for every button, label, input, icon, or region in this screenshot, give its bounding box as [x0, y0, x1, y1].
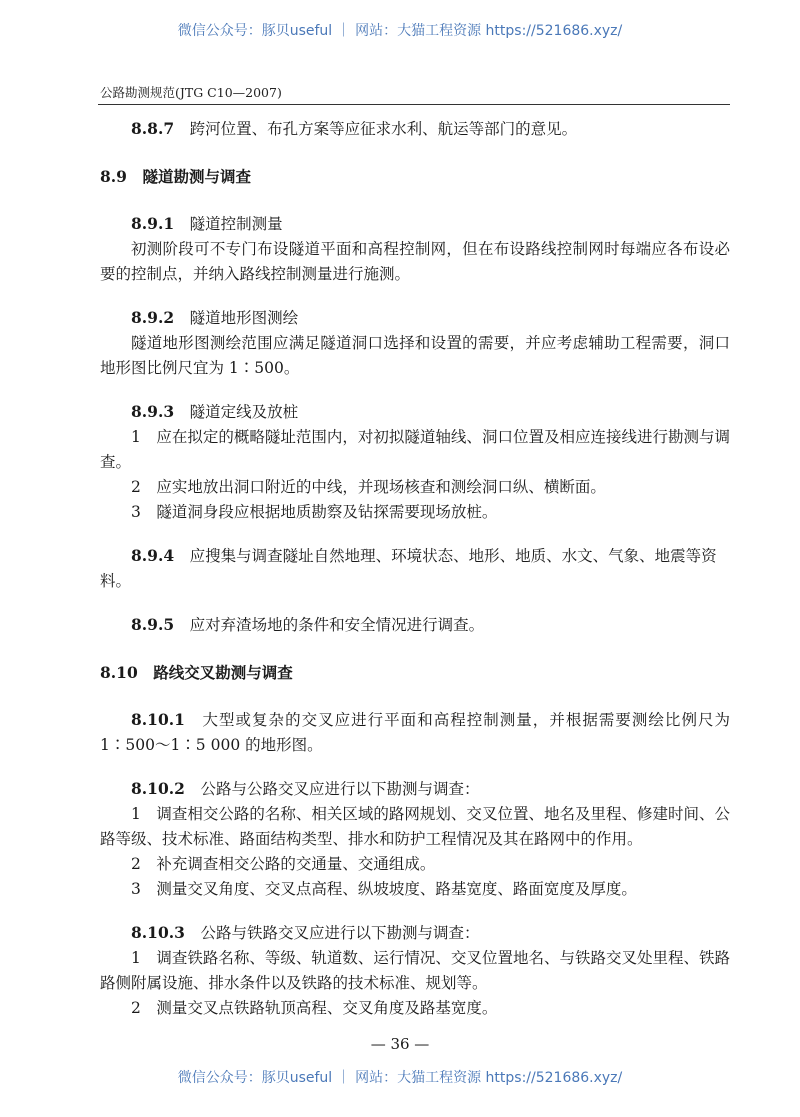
section-8-10-title	[100, 660, 730, 685]
page-number: — 36 —	[370, 1035, 430, 1053]
running-header: 公路勘测规范(JTG C10—2007)	[100, 85, 282, 100]
clause-8-10-2	[100, 776, 730, 802]
clause-8-9-3-title	[100, 399, 730, 425]
clause-text: 应搜集与调查隧址自然地理、环境状态、地形、地质、水文、气象、地震等资料。	[100, 547, 717, 590]
header-rule	[98, 104, 730, 105]
clause-number: 8.8.7	[131, 119, 175, 138]
clause-title-text: 隧道定线及放桩	[189, 403, 299, 421]
section-number: 8.9	[100, 167, 127, 186]
clause-text: 公路与铁路交叉应进行以下勘测与调查：	[200, 924, 480, 942]
list-item: 1 调查相交公路的名称、相关区域的路网规划、交叉位置、地名及里程、修建时间、公路等级、技术标准、路面结构类型、排水和防护工程情况及其在路网中的作用。	[100, 805, 730, 848]
clause-text: 应对弃渣场地的条件和安全情况进行调查。	[189, 616, 485, 634]
list-item: 2 测量交叉点铁路轨顶高程、交叉角度及路基宽度。	[131, 999, 498, 1017]
clause-number: 8.10.2	[131, 779, 185, 798]
clause-8-9-2-body: 隧道地形图测绘范围应满足隧道洞口选择和设置的需要，并应考虑辅助工程需要，洞口地形图比例尺宜为 1∶500。	[100, 334, 730, 377]
list-item: 1 应在拟定的概略隧址范围内，对初拟隧道轴线、洞口位置及相应连接线进行勘测与调查。	[100, 428, 730, 471]
clause-8-9-1-title	[100, 211, 730, 237]
clause-title-text: 隧道控制测量	[189, 215, 283, 233]
list-item: 3 隧道洞身段应根据地质勘察及钻探需要现场放桩。	[131, 503, 498, 521]
watermark-bottom: 微信公众号：豚贝useful ｜ 网站：大猫工程资源 https://521686.xyz/	[177, 1070, 623, 1086]
clause-number: 8.10.1	[131, 710, 185, 729]
clause-text: 跨河位置、布孔方案等应征求水利、航运等部门的意见。	[189, 120, 578, 138]
clause-title-text: 隧道地形图测绘	[189, 309, 299, 327]
list-item: 2 补充调查相交公路的交通量、交通组成。	[131, 855, 436, 873]
list-item: 2 应实地放出洞口附近的中线，并现场核查和测绘洞口纵、横断面。	[131, 478, 606, 496]
section-8-9-title	[100, 164, 730, 189]
clause-8-9-5	[100, 612, 730, 638]
clause-number: 8.9.3	[131, 402, 175, 421]
clause-8-9-4	[100, 543, 730, 594]
section-number: 8.10	[100, 663, 138, 682]
section-title-text: 隧道勘测与调查	[142, 167, 251, 186]
clause-number: 8.9.4	[131, 546, 175, 565]
clause-text: 大型或复杂的交叉应进行平面和高程控制测量，并根据需要测绘比例尺为 1∶500～1∶5 000 的地形图。	[100, 711, 730, 754]
clause-number: 8.9.2	[131, 308, 175, 327]
page-content	[100, 112, 730, 1021]
section-title-text: 路线交叉勘测与调查	[153, 663, 293, 682]
clause-8-10-3	[100, 920, 730, 946]
clause-number: 8.9.1	[131, 214, 175, 233]
list-item: 1 调查铁路名称、等级、轨道数、运行情况、交叉位置地名、与铁路交叉处里程、铁路路侧附属设施、排水条件以及铁路的技术标准、规划等。	[100, 949, 730, 992]
clause-8-9-2-title	[100, 305, 730, 331]
clause-number: 8.9.5	[131, 615, 175, 634]
clause-8-9-1-body: 初测阶段可不专门布设隧道平面和高程控制网，但在布设路线控制网时每端应各布设必要的控制点，并纳入路线控制测量进行施测。	[100, 240, 730, 283]
list-item: 3 测量交叉角度、交叉点高程、纵坡坡度、路基宽度、路面宽度及厚度。	[131, 880, 637, 898]
clause-number: 8.10.3	[131, 923, 185, 942]
clause-text: 公路与公路交叉应进行以下勘测与调查：	[200, 780, 480, 798]
clause-8-10-1	[100, 707, 730, 758]
clause-8-8-7	[100, 116, 730, 142]
watermark-top: 微信公众号：豚贝useful ｜ 网站：大猫工程资源 https://521686.xyz/	[177, 23, 623, 39]
